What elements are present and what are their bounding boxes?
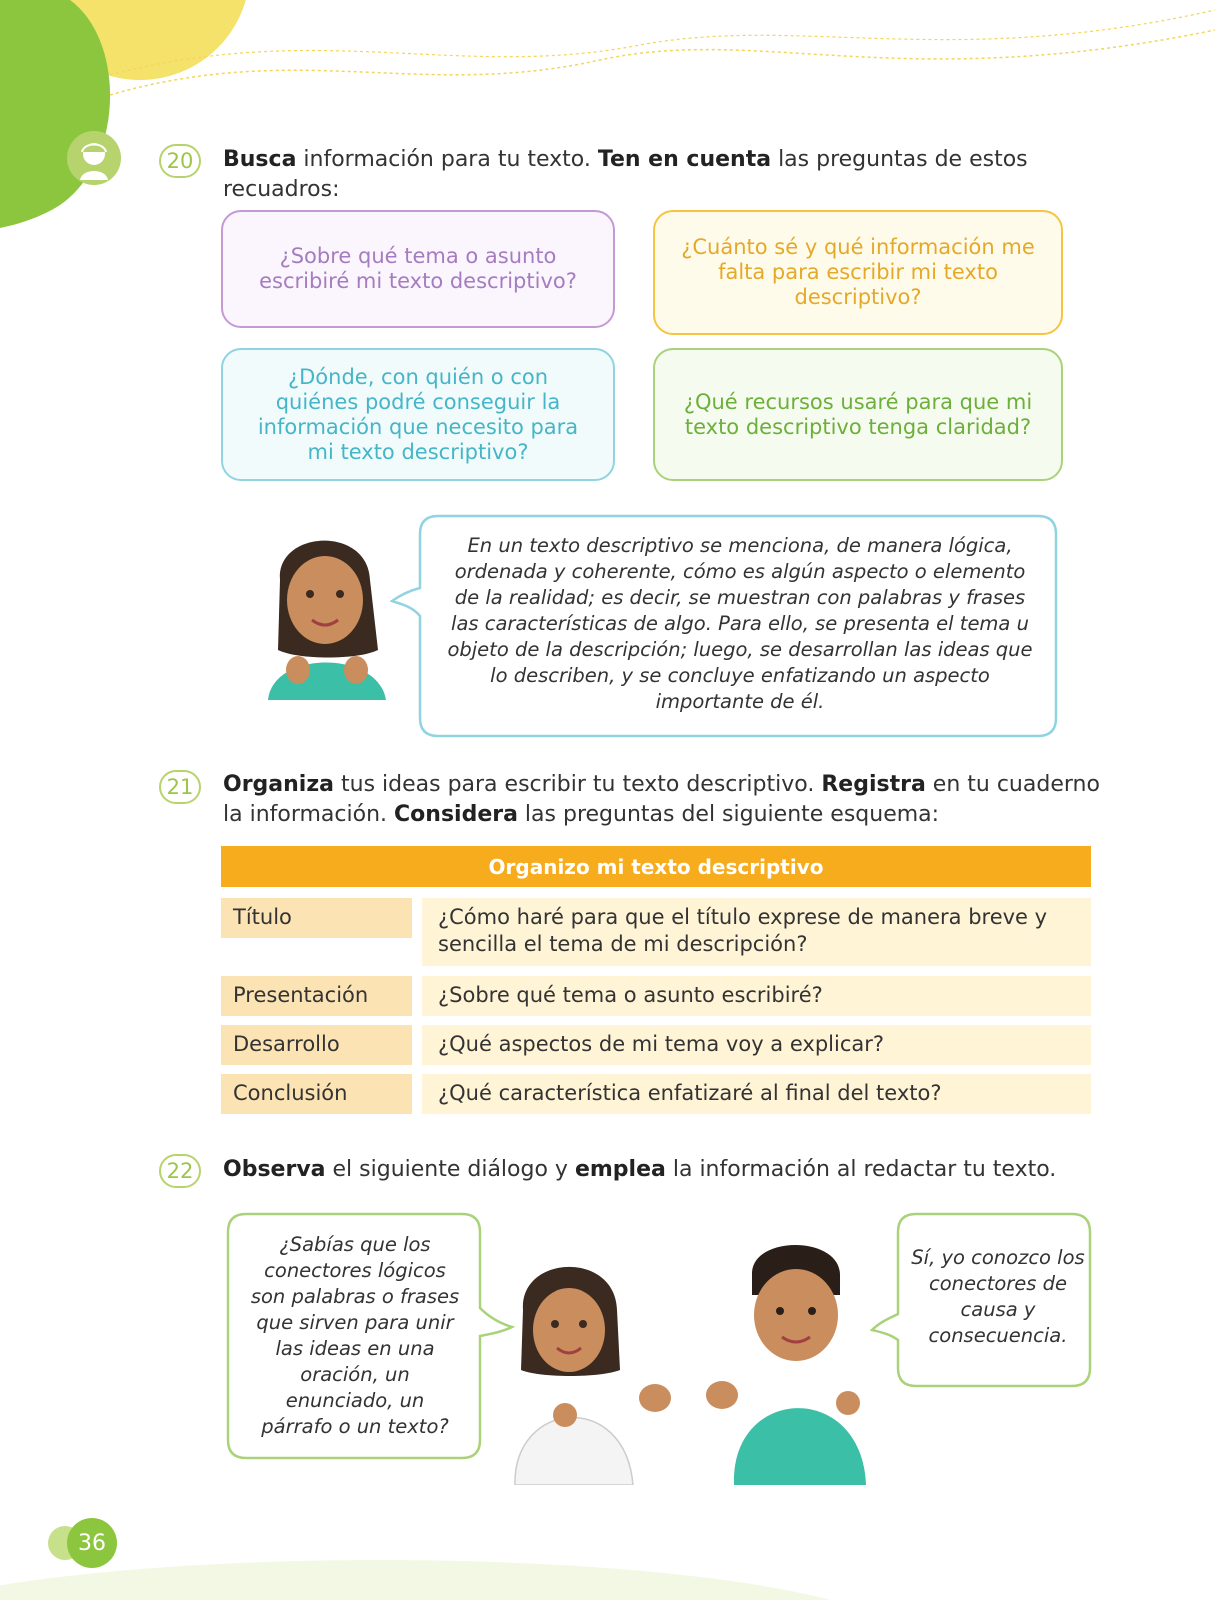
question-20-instruction: Busca información para tu texto. Ten en cuenta las preguntas de estos recuadros:	[223, 147, 1028, 202]
question-box-resources: ¿Qué recursos usaré para que mi texto descriptivo tenga claridad?	[653, 348, 1063, 481]
table-row-question: ¿Sobre qué tema o asunto escribiré?	[422, 976, 1091, 1016]
question-box-topic: ¿Sobre qué tema o asunto escribiré mi texto descriptivo?	[221, 210, 615, 328]
boy-speech-text: Sí, yo conozco los conectores de causa y consecuencia.	[911, 1246, 1085, 1347]
question-20-number: 20	[159, 144, 201, 178]
table-row-question: ¿Qué aspectos de mi tema voy a explicar?	[422, 1025, 1091, 1065]
table-row-question: ¿Qué característica enfatizaré al final del texto?	[422, 1074, 1091, 1114]
page-number: 36	[67, 1518, 117, 1568]
table-row-question: ¿Cómo haré para que el título exprese de manera breve y sencilla el tema de mi descripción?	[422, 898, 1091, 966]
question-box-knowledge: ¿Cuánto sé y qué información me falta para escribir mi texto descriptivo?	[653, 210, 1063, 335]
table-row-label: Desarrollo	[221, 1025, 412, 1065]
table-title: Organizo mi texto descriptivo	[221, 846, 1091, 887]
student-icon	[66, 130, 122, 186]
girl-illustration	[258, 520, 398, 700]
question-box-sources: ¿Dónde, con quién o con quiénes podré conseguir la información que necesito para mi texto descriptivo?	[221, 348, 615, 481]
girl-speech-text: ¿Sabías que los conectores lógicos son palabras o frases que sirven para unir las ideas en una oración, un enunciado, un párrafo o un texto?	[250, 1233, 460, 1438]
definition-text: En un texto descriptivo se menciona, de manera lógica, ordenada y coherente, cómo es algún aspecto o elemento de la realidad; es decir, se muestran con palabras y frases las características de algo. Para ello, se presenta el tema u objeto de la descripción; luego, se desarrollan las ideas que lo describen, y se concluye enfatizando un aspecto importante de él.	[447, 534, 1033, 713]
table-row-label: Conclusión	[221, 1074, 412, 1114]
question-21-instruction: Organiza tus ideas para escribir tu texto descriptivo. Registra en tu cuaderno la información. Considera las preguntas del siguiente esquema:	[223, 772, 1100, 827]
table-row-label: Presentación	[221, 976, 412, 1016]
question-21-number: 21	[159, 770, 201, 804]
question-22-number: 22	[159, 1154, 201, 1188]
question-22-instruction: Observa el siguiente diálogo y emplea la información al redactar tu texto.	[223, 1157, 1057, 1182]
table-row-label: Título	[221, 898, 412, 938]
girl-in-uniform-illustration	[505, 1250, 680, 1485]
boy-illustration	[700, 1235, 890, 1485]
